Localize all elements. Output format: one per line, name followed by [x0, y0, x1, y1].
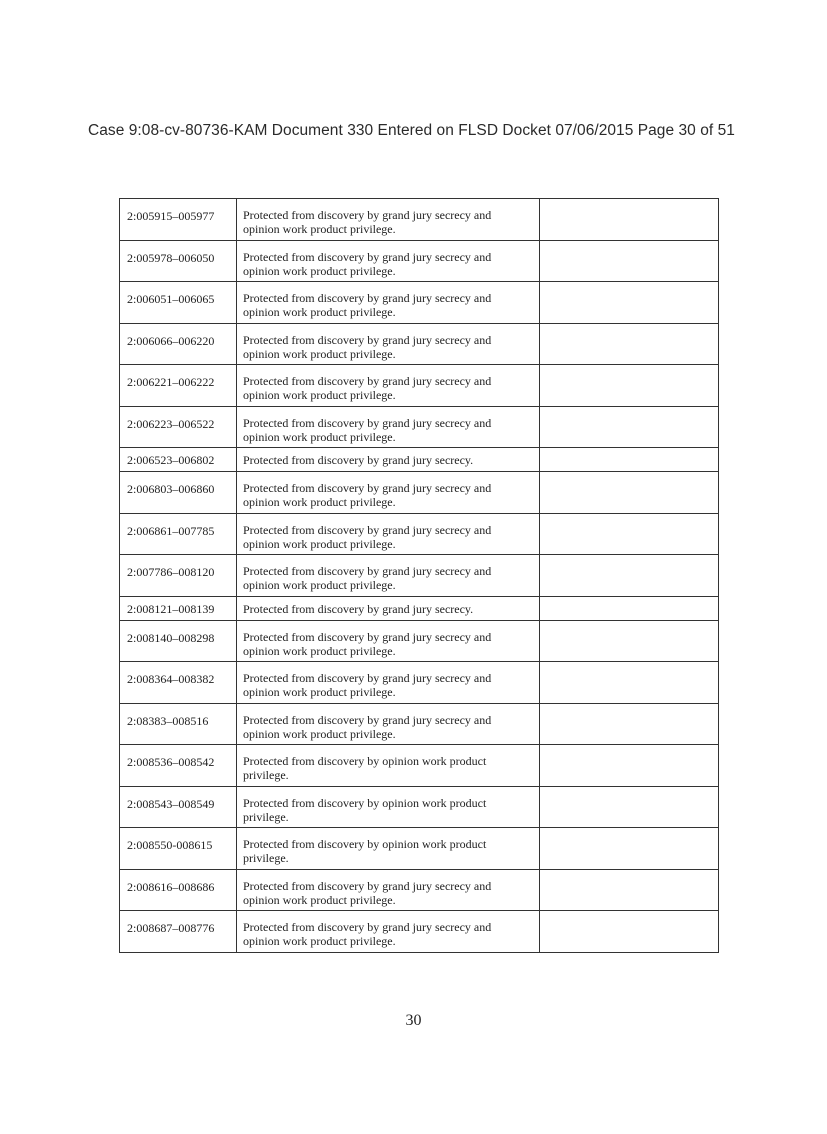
- notes-cell: [540, 472, 719, 514]
- privilege-reason-cell: [237, 282, 540, 324]
- notes-cell: [540, 282, 719, 324]
- table-row: [120, 240, 719, 282]
- privilege-reason: Protected from discovery by grand jury secrecy and opinion work product privilege.: [243, 374, 492, 402]
- page-number: 30: [405, 1012, 422, 1029]
- privilege-reason-cell: [237, 828, 540, 870]
- privilege-reason-cell: [237, 240, 540, 282]
- bates-range: 2:008364–008382: [127, 672, 215, 686]
- table-row: [120, 406, 719, 448]
- privilege-reason: Protected from discovery by grand jury secrecy and opinion work product privilege.: [243, 920, 492, 948]
- bates-range-cell: [120, 911, 237, 953]
- table-row: [120, 786, 719, 828]
- notes-cell: [540, 240, 719, 282]
- bates-range-cell: [120, 323, 237, 365]
- bates-range-cell: [120, 745, 237, 787]
- table-row: [120, 869, 719, 911]
- bates-range: 2:008616–008686: [127, 879, 215, 894]
- privilege-reason-cell: [237, 596, 540, 620]
- bates-range: 2:006803–006860: [127, 482, 215, 496]
- table-row: [120, 703, 719, 745]
- privilege-reason-cell: [237, 199, 540, 241]
- notes-cell: [540, 365, 719, 407]
- table-row: [120, 596, 719, 620]
- bates-range: 2:008140–008298: [127, 630, 215, 645]
- privilege-reason-cell: [237, 513, 540, 555]
- bates-range-cell: [120, 662, 237, 704]
- bates-range: 2:008121–008139: [127, 601, 215, 616]
- table-row: [120, 513, 719, 555]
- bates-range: 2:08383–008516: [127, 713, 209, 728]
- privilege-reason: Protected from discovery by grand jury secrecy and opinion work product privilege.: [243, 249, 492, 278]
- privilege-log-table: [119, 198, 719, 953]
- bates-range: 2:008687–008776: [127, 921, 215, 935]
- privilege-reason: Protected from discovery by grand jury secrecy and opinion work product privilege.: [243, 522, 492, 551]
- table-row: [120, 911, 719, 953]
- privilege-reason: Protected from discovery by grand jury secrecy and opinion work product privilege.: [243, 208, 492, 236]
- privilege-reason-cell: [237, 745, 540, 787]
- bates-range: 2:006221–006222: [127, 375, 215, 389]
- privilege-reason: Protected from discovery by grand jury secrecy and opinion work product privilege.: [243, 712, 492, 741]
- bates-range: 2:007786–008120: [127, 565, 215, 579]
- notes-cell: [540, 662, 719, 704]
- case-header: Case 9:08-cv-80736-KAM Document 330 Entered on FLSD Docket 07/06/2015 Page 30 of 51: [88, 122, 735, 139]
- notes-cell: [540, 703, 719, 745]
- privilege-reason-cell: [237, 448, 540, 472]
- privilege-reason-cell: [237, 406, 540, 448]
- table-row: [120, 199, 719, 241]
- bates-range-cell: [120, 282, 237, 324]
- bates-range: 2:006051–006065: [127, 292, 215, 306]
- notes-cell: [540, 199, 719, 241]
- privilege-reason-cell: [237, 323, 540, 365]
- privilege-reason: Protected from discovery by opinion work product privilege.: [243, 837, 487, 865]
- privilege-reason-cell: [237, 620, 540, 662]
- privilege-reason: Protected from discovery by grand jury secrecy and opinion work product privilege.: [243, 332, 492, 361]
- table-row: [120, 365, 719, 407]
- notes-cell: [540, 828, 719, 870]
- privilege-reason: Protected from discovery by grand jury secrecy and opinion work product privilege.: [243, 671, 492, 699]
- notes-cell: [540, 745, 719, 787]
- notes-cell: [540, 869, 719, 911]
- bates-range: 2:006066–006220: [127, 333, 215, 348]
- privilege-reason-cell: [237, 555, 540, 597]
- bates-range-cell: [120, 240, 237, 282]
- privilege-reason-cell: [237, 365, 540, 407]
- privilege-reason: Protected from discovery by grand jury secrecy.: [243, 453, 474, 467]
- privilege-reason: Protected from discovery by opinion work product privilege.: [243, 754, 487, 782]
- table-row: [120, 448, 719, 472]
- notes-cell: [540, 448, 719, 472]
- privilege-reason: Protected from discovery by grand jury secrecy and opinion work product privilege.: [243, 291, 492, 319]
- notes-cell: [540, 555, 719, 597]
- privilege-reason: Protected from discovery by grand jury secrecy and opinion work product privilege.: [243, 481, 492, 509]
- bates-range-cell: [120, 869, 237, 911]
- bates-range-cell: [120, 448, 237, 472]
- table-row: [120, 620, 719, 662]
- bates-range: 2:008550-008615: [127, 838, 213, 852]
- bates-range: 2:006523–006802: [127, 453, 215, 467]
- bates-range-cell: [120, 199, 237, 241]
- table-row: [120, 555, 719, 597]
- notes-cell: [540, 786, 719, 828]
- privilege-reason-cell: [237, 786, 540, 828]
- bates-range-cell: [120, 596, 237, 620]
- privilege-reason-cell: [237, 911, 540, 953]
- table-row: [120, 472, 719, 514]
- bates-range: 2:008536–008542: [127, 755, 215, 769]
- bates-range: 2:005915–005977: [127, 209, 215, 223]
- privilege-reason-cell: [237, 869, 540, 911]
- table-row: [120, 282, 719, 324]
- bates-range-cell: [120, 472, 237, 514]
- table-row: [120, 662, 719, 704]
- privilege-reason: Protected from discovery by grand jury secrecy and opinion work product privilege.: [243, 629, 492, 658]
- bates-range-cell: [120, 406, 237, 448]
- privilege-reason: Protected from discovery by opinion work product privilege.: [243, 795, 487, 824]
- privilege-reason: Protected from discovery by grand jury secrecy and opinion work product privilege.: [243, 878, 492, 907]
- bates-range-cell: [120, 828, 237, 870]
- privilege-reason: Protected from discovery by grand jury secrecy and opinion work product privilege.: [243, 415, 492, 444]
- notes-cell: [540, 911, 719, 953]
- notes-cell: [540, 620, 719, 662]
- bates-range: 2:005978–006050: [127, 250, 215, 265]
- notes-cell: [540, 513, 719, 555]
- bates-range-cell: [120, 620, 237, 662]
- table-row: [120, 745, 719, 787]
- bates-range: 2:006861–007785: [127, 523, 215, 538]
- table-row: [120, 828, 719, 870]
- bates-range: 2:006223–006522: [127, 416, 215, 431]
- notes-cell: [540, 596, 719, 620]
- table-row: [120, 323, 719, 365]
- bates-range-cell: [120, 513, 237, 555]
- privilege-reason: Protected from discovery by grand jury secrecy and opinion work product privilege.: [243, 564, 492, 592]
- privilege-reason: Protected from discovery by grand jury secrecy.: [243, 601, 474, 616]
- notes-cell: [540, 406, 719, 448]
- privilege-reason-cell: [237, 703, 540, 745]
- bates-range: 2:008543–008549: [127, 796, 215, 811]
- privilege-reason-cell: [237, 472, 540, 514]
- bates-range-cell: [120, 786, 237, 828]
- bates-range-cell: [120, 365, 237, 407]
- bates-range-cell: [120, 555, 237, 597]
- privilege-reason-cell: [237, 662, 540, 704]
- bates-range-cell: [120, 703, 237, 745]
- notes-cell: [540, 323, 719, 365]
